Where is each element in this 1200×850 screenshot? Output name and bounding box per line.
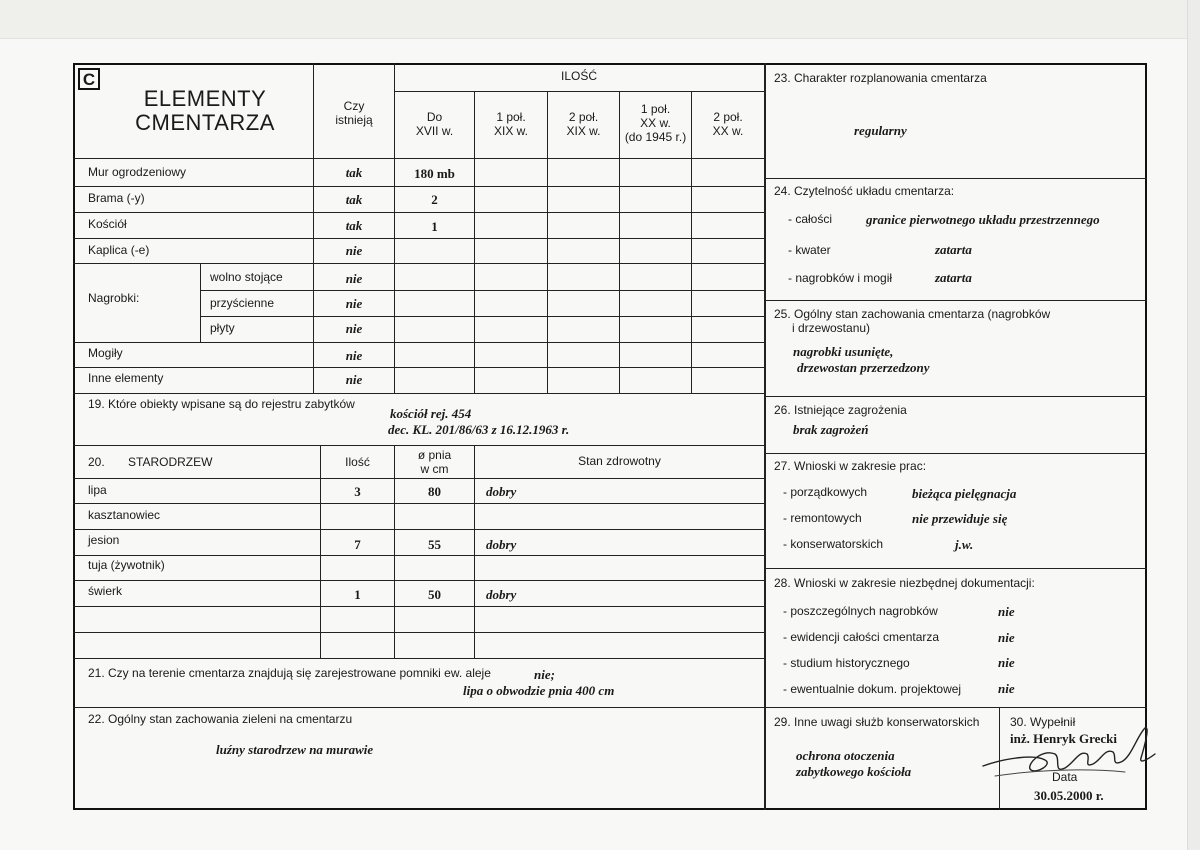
period-line: XIX w. bbox=[493, 123, 528, 138]
grid-line bbox=[73, 606, 764, 607]
grid-line bbox=[73, 503, 764, 504]
divider-main bbox=[764, 63, 766, 810]
grid-line bbox=[73, 658, 764, 659]
row-label-kosciol: Kościół bbox=[88, 217, 127, 231]
col-header-diam-line: ø pnia bbox=[417, 448, 452, 462]
grid-line bbox=[73, 238, 764, 239]
period-line: Do bbox=[426, 110, 443, 124]
value-mogily-exists: nie bbox=[345, 348, 363, 363]
value-przyscienne-exists: nie bbox=[345, 296, 363, 311]
handwritten-signature bbox=[975, 715, 1165, 788]
grid-line bbox=[764, 396, 1147, 397]
grid-line bbox=[73, 158, 764, 159]
s27-row-label: - porządkowych bbox=[783, 485, 868, 499]
row-label-plyty: płyty bbox=[210, 321, 235, 335]
row-label-inne: Inne elementy bbox=[88, 371, 164, 385]
grid-line bbox=[200, 316, 764, 317]
tree-state: dobry bbox=[486, 484, 517, 499]
s24-row-label: - nagrobków i mogił bbox=[788, 271, 893, 285]
grid-line bbox=[73, 529, 764, 530]
period-line: (do 1945 r.) bbox=[624, 129, 687, 144]
section-25-value-1: nagrobki usunięte, bbox=[793, 344, 894, 359]
s27-row-value: nie przewiduje się bbox=[912, 511, 1008, 526]
s28-row-label: - ewentualnie dokum. projektowej bbox=[783, 682, 962, 696]
period-line: XVII w. bbox=[415, 123, 454, 138]
s24-row-value: zatarta bbox=[935, 270, 972, 285]
s24-row-label: - całości bbox=[788, 212, 833, 226]
period-line: XX w. bbox=[640, 115, 671, 130]
section-25-label-2: i drzewostanu) bbox=[792, 321, 871, 335]
grid-line bbox=[73, 445, 764, 446]
row-label-nagrobki: Nagrobki: bbox=[88, 291, 140, 305]
section-25-value-2: drzewostan przerzedzony bbox=[797, 360, 930, 375]
section-22-label: 22. Ogólny stan zachowania zieleni na cmentarzu bbox=[88, 712, 353, 726]
tree-qty: 1 bbox=[354, 587, 361, 602]
grid-line bbox=[764, 453, 1147, 454]
s28-row-value: nie bbox=[998, 604, 1015, 619]
grid-line bbox=[200, 290, 764, 291]
section-30-date-label: Data bbox=[1052, 770, 1078, 784]
period-line: XX w. bbox=[712, 123, 744, 138]
s28-row-label: - studium historycznego bbox=[783, 656, 910, 670]
period-header bbox=[475, 111, 547, 139]
grid-line bbox=[73, 186, 764, 187]
tree-name: lipa bbox=[88, 483, 107, 497]
section-letter-box: C bbox=[78, 68, 100, 90]
tree-diam: 50 bbox=[428, 587, 441, 602]
section-19-value-1: kościół rej. 454 bbox=[390, 406, 472, 421]
s28-row-label: - poszczególnych nagrobków bbox=[783, 604, 938, 618]
tree-diam: 80 bbox=[428, 484, 441, 499]
section-25-label: 25. Ogólny stan zachowania cmentarza (nagrobków bbox=[774, 307, 1051, 321]
period-header bbox=[548, 111, 619, 139]
value-kaplica-exists: nie bbox=[345, 243, 363, 258]
grid-line bbox=[73, 263, 764, 264]
section-30-label: 30. Wypełnił bbox=[1010, 715, 1076, 729]
s24-row-value: granice pierwotnego układu przestrzennego bbox=[866, 212, 1100, 227]
value-kosciol-exists: tak bbox=[345, 218, 363, 233]
grid-line bbox=[73, 555, 764, 556]
section-26-value: brak zagrożeń bbox=[793, 422, 869, 437]
grid-line bbox=[764, 300, 1147, 301]
section-23-label: 23. Charakter rozplanowania cmentarza bbox=[774, 71, 987, 85]
section-28-label: 28. Wnioski w zakresie niezbędnej dokumentacji: bbox=[774, 576, 1035, 590]
section-24-label: 24. Czytelność układu cmentarza: bbox=[774, 184, 955, 198]
col-header-tree-diam bbox=[395, 449, 474, 477]
tree-name: jesion bbox=[88, 533, 120, 547]
row-label-mogily: Mogiły bbox=[88, 346, 123, 360]
period-header bbox=[620, 103, 691, 144]
section-19-value-2: dec. KL. 201/86/63 z 16.12.1963 r. bbox=[388, 422, 570, 437]
grid-line bbox=[73, 478, 764, 479]
s27-row-value: bieżąca pielęgnacja bbox=[912, 486, 1017, 501]
tree-qty: 3 bbox=[354, 484, 361, 499]
section-22-value: luźny starodrzew na murawie bbox=[216, 742, 374, 757]
period-line: 2 poł. bbox=[568, 110, 599, 124]
section-30-name: inż. Henryk Grecki bbox=[1010, 731, 1118, 746]
section-21-label: 21. Czy na terenie cmentarza znajdują się zarejestrowane pomniki ew. aleje bbox=[88, 666, 491, 680]
row-label-wolno-stojace: wolno stojące bbox=[210, 270, 283, 284]
section-29-value-2: zabytkowego kościoła bbox=[796, 764, 912, 779]
value-brama-exists: tak bbox=[345, 192, 363, 207]
s24-row-label: - kwater bbox=[788, 243, 831, 257]
form-title bbox=[110, 87, 300, 135]
scan-top-edge bbox=[0, 0, 1200, 39]
grid-line bbox=[73, 342, 764, 343]
tree-state: dobry bbox=[486, 537, 517, 552]
section-21-value-2: lipa o obwodzie pnia 400 cm bbox=[463, 683, 615, 698]
value-inne-exists: nie bbox=[345, 372, 363, 387]
section-27-label: 27. Wnioski w zakresie prac: bbox=[774, 459, 927, 473]
col-header-diam-line: w cm bbox=[420, 461, 449, 476]
value-mur-qty: 180 mb bbox=[414, 166, 455, 181]
period-header bbox=[692, 111, 764, 139]
col-header-exists-line: Czy bbox=[343, 99, 365, 113]
period-line: 1 poł. bbox=[496, 110, 526, 124]
row-label-brama: Brama (-y) bbox=[88, 191, 145, 205]
grid-line bbox=[73, 707, 764, 708]
tree-name: kasztanowiec bbox=[88, 508, 161, 522]
grid-line bbox=[73, 393, 764, 394]
period-header bbox=[395, 111, 474, 139]
period-line: 2 poł. bbox=[713, 110, 743, 124]
section-23-value: regularny bbox=[854, 123, 907, 138]
row-label-mur: Mur ogrodzeniowy bbox=[88, 165, 187, 179]
title-line-1: ELEMENTY bbox=[143, 86, 267, 111]
row-label-kaplica: Kaplica (-e) bbox=[88, 243, 150, 257]
grid-line bbox=[764, 178, 1147, 179]
section-29-value-1: ochrona otoczenia bbox=[796, 748, 895, 763]
title-line-2: CMENTARZA bbox=[135, 110, 275, 136]
s24-row-value: zatarta bbox=[935, 242, 972, 257]
col-header-tree-state: Stan zdrowotny bbox=[578, 454, 661, 468]
section-29-label: 29. Inne uwagi służb konserwatorskich bbox=[774, 715, 980, 729]
grid-line bbox=[764, 707, 1147, 708]
section-19-label: 19. Które obiekty wpisane są do rejestru zabytków bbox=[88, 397, 355, 411]
tree-name: tuja (żywotnik) bbox=[88, 558, 165, 572]
grid-line bbox=[474, 445, 475, 658]
scan-right-edge bbox=[1187, 0, 1200, 850]
grid-line bbox=[394, 91, 764, 92]
value-mur-exists: tak bbox=[345, 165, 363, 180]
period-line: XIX w. bbox=[566, 123, 601, 138]
col-header-exists bbox=[314, 100, 394, 128]
value-kosciol-qty: 1 bbox=[431, 219, 438, 234]
grid-line bbox=[73, 212, 764, 213]
value-brama-qty: 2 bbox=[431, 192, 438, 207]
s27-row-value: j.w. bbox=[955, 537, 974, 552]
tree-qty: 7 bbox=[354, 537, 361, 552]
period-line: 1 poł. bbox=[640, 102, 671, 116]
tree-diam: 55 bbox=[428, 537, 441, 552]
s28-row-value: nie bbox=[998, 681, 1015, 696]
col-header-ilosc: ILOŚĆ bbox=[560, 69, 597, 83]
s28-row-label: - ewidencji całości cmentarza bbox=[783, 630, 940, 644]
grid-line bbox=[73, 367, 764, 368]
section-20-title: STARODRZEW bbox=[128, 455, 213, 469]
grid-line bbox=[200, 263, 201, 342]
value-wolno-exists: nie bbox=[345, 271, 363, 286]
grid-line bbox=[73, 580, 764, 581]
col-header-tree-qty: Ilość bbox=[345, 455, 370, 469]
grid-line bbox=[764, 568, 1147, 569]
row-label-przyscienne: przyścienne bbox=[210, 296, 275, 310]
section-20-num: 20. bbox=[88, 455, 105, 469]
tree-name: świerk bbox=[88, 584, 123, 598]
tree-state: dobry bbox=[486, 587, 517, 602]
s27-row-label: - remontowych bbox=[783, 511, 862, 525]
s27-row-label: - konserwatorskich bbox=[783, 537, 884, 551]
value-plyty-exists: nie bbox=[345, 321, 363, 336]
grid-line bbox=[73, 632, 764, 633]
col-header-exists-line: istnieją bbox=[335, 112, 373, 127]
section-30-date: 30.05.2000 r. bbox=[1034, 788, 1104, 803]
section-21-value-1: nie; bbox=[534, 667, 555, 682]
section-26-label: 26. Istniejące zagrożenia bbox=[774, 403, 907, 417]
s28-row-value: nie bbox=[998, 630, 1015, 645]
s28-row-value: nie bbox=[998, 655, 1015, 670]
